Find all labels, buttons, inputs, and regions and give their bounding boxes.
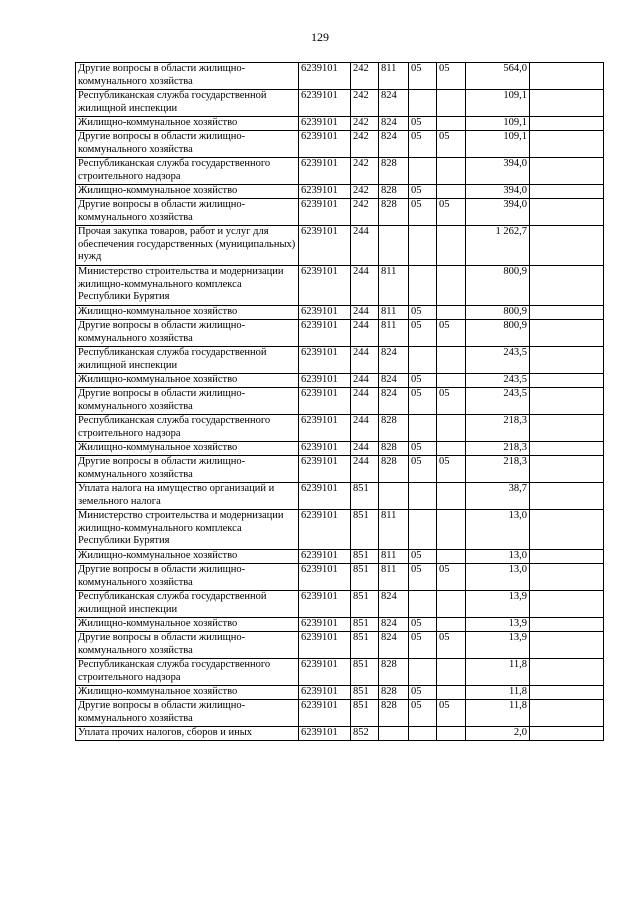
amount-cell: 1 262,7: [466, 226, 530, 266]
target-article-cell: 6239101: [299, 158, 351, 185]
amount-cell: 243,5: [466, 388, 530, 415]
empty-cell: [530, 415, 604, 442]
subsection-cell: [437, 483, 466, 510]
target-article-cell: 6239101: [299, 199, 351, 226]
subsection-cell: [437, 266, 466, 306]
row-name-cell: Другие вопросы в области жилищно-коммунального хозяйства: [76, 700, 299, 727]
row-name-cell: Другие вопросы в области жилищно-коммунального хозяйства: [76, 131, 299, 158]
section-cell: 05: [409, 117, 437, 131]
empty-cell: [530, 591, 604, 618]
administrator-cell: 811: [379, 320, 409, 347]
table-row: [76, 550, 604, 564]
expense-type-cell: 851: [351, 618, 379, 632]
subsection-cell: 05: [437, 564, 466, 591]
target-article-cell: 6239101: [299, 564, 351, 591]
section-cell: [409, 347, 437, 374]
amount-cell: 11,8: [466, 659, 530, 686]
expense-type-cell: 244: [351, 456, 379, 483]
amount-cell: 11,8: [466, 700, 530, 727]
empty-cell: [530, 510, 604, 550]
expense-type-cell: 242: [351, 158, 379, 185]
row-name-cell: Другие вопросы в области жилищно-коммунального хозяйства: [76, 456, 299, 483]
administrator-cell: 824: [379, 618, 409, 632]
expense-type-cell: 851: [351, 591, 379, 618]
section-cell: 05: [409, 564, 437, 591]
budget-table: [75, 62, 604, 741]
row-name-cell: Уплата налога на имущество организаций и земельного налога: [76, 483, 299, 510]
row-name-cell: Жилищно-коммунальное хозяйство: [76, 306, 299, 320]
target-article-cell: 6239101: [299, 185, 351, 199]
administrator-cell: 828: [379, 199, 409, 226]
empty-cell: [530, 117, 604, 131]
amount-cell: 109,1: [466, 90, 530, 117]
empty-cell: [530, 158, 604, 185]
row-name-cell: Республиканская служба государственного строительного надзора: [76, 158, 299, 185]
administrator-cell: [379, 483, 409, 510]
target-article-cell: 6239101: [299, 686, 351, 700]
row-name-cell: Жилищно-коммунальное хозяйство: [76, 550, 299, 564]
table-row: [76, 63, 604, 90]
table-row: [76, 727, 604, 741]
table-row: [76, 591, 604, 618]
expense-type-cell: 242: [351, 131, 379, 158]
amount-cell: 243,5: [466, 374, 530, 388]
table-row: [76, 618, 604, 632]
target-article-cell: 6239101: [299, 456, 351, 483]
administrator-cell: 811: [379, 564, 409, 591]
amount-cell: 13,9: [466, 618, 530, 632]
administrator-cell: 824: [379, 374, 409, 388]
row-name-cell: Жилищно-коммунальное хозяйство: [76, 442, 299, 456]
row-name-cell: Другие вопросы в области жилищно-коммунального хозяйства: [76, 388, 299, 415]
amount-cell: 13,0: [466, 564, 530, 591]
empty-cell: [530, 306, 604, 320]
section-cell: 05: [409, 199, 437, 226]
table-row: [76, 659, 604, 686]
administrator-cell: 828: [379, 415, 409, 442]
administrator-cell: [379, 226, 409, 266]
subsection-cell: 05: [437, 388, 466, 415]
subsection-cell: [437, 415, 466, 442]
administrator-cell: 828: [379, 158, 409, 185]
subsection-cell: [437, 510, 466, 550]
target-article-cell: 6239101: [299, 347, 351, 374]
table-row: [76, 388, 604, 415]
row-name-cell: Жилищно-коммунальное хозяйство: [76, 686, 299, 700]
expense-type-cell: 242: [351, 199, 379, 226]
target-article-cell: 6239101: [299, 632, 351, 659]
administrator-cell: 811: [379, 266, 409, 306]
target-article-cell: 6239101: [299, 320, 351, 347]
section-cell: [409, 415, 437, 442]
row-name-cell: Республиканская служба государственной жилищной инспекции: [76, 90, 299, 117]
row-name-cell: Республиканская служба государственного строительного надзора: [76, 659, 299, 686]
row-name-cell: Другие вопросы в области жилищно-коммунального хозяйства: [76, 632, 299, 659]
section-cell: [409, 727, 437, 741]
table-row: [76, 632, 604, 659]
subsection-cell: [437, 158, 466, 185]
amount-cell: 800,9: [466, 266, 530, 306]
target-article-cell: 6239101: [299, 618, 351, 632]
subsection-cell: [437, 659, 466, 686]
row-name-cell: Другие вопросы в области жилищно-коммунального хозяйства: [76, 199, 299, 226]
empty-cell: [530, 374, 604, 388]
row-name-cell: Министерство строительства и модернизации жилищно-коммунального комплекса Республики Бурятия: [76, 266, 299, 306]
expense-type-cell: 851: [351, 550, 379, 564]
table-row: [76, 266, 604, 306]
empty-cell: [530, 686, 604, 700]
empty-cell: [530, 564, 604, 591]
page-number: 129: [311, 30, 329, 44]
administrator-cell: 828: [379, 700, 409, 727]
empty-cell: [530, 388, 604, 415]
empty-cell: [530, 320, 604, 347]
empty-cell: [530, 266, 604, 306]
table-row: [76, 510, 604, 550]
amount-cell: 564,0: [466, 63, 530, 90]
empty-cell: [530, 659, 604, 686]
section-cell: 05: [409, 131, 437, 158]
administrator-cell: 828: [379, 185, 409, 199]
empty-cell: [530, 90, 604, 117]
table-row: [76, 90, 604, 117]
subsection-cell: [437, 185, 466, 199]
target-article-cell: 6239101: [299, 63, 351, 90]
subsection-cell: [437, 727, 466, 741]
amount-cell: 109,1: [466, 131, 530, 158]
section-cell: 05: [409, 388, 437, 415]
row-name-cell: Другие вопросы в области жилищно-коммунального хозяйства: [76, 564, 299, 591]
table-row: [76, 320, 604, 347]
subsection-cell: [437, 374, 466, 388]
empty-cell: [530, 550, 604, 564]
row-name-cell: Жилищно-коммунальное хозяйство: [76, 185, 299, 199]
administrator-cell: 824: [379, 90, 409, 117]
target-article-cell: 6239101: [299, 266, 351, 306]
amount-cell: 109,1: [466, 117, 530, 131]
table-row: [76, 483, 604, 510]
empty-cell: [530, 700, 604, 727]
table-row: [76, 415, 604, 442]
amount-cell: 394,0: [466, 199, 530, 226]
row-name-cell: Республиканская служба государственной жилищной инспекции: [76, 347, 299, 374]
section-cell: 05: [409, 306, 437, 320]
expense-type-cell: 244: [351, 415, 379, 442]
amount-cell: 218,3: [466, 415, 530, 442]
expense-type-cell: 242: [351, 185, 379, 199]
table-row: [76, 199, 604, 226]
empty-cell: [530, 618, 604, 632]
administrator-cell: 828: [379, 456, 409, 483]
subsection-cell: [437, 347, 466, 374]
subsection-cell: 05: [437, 456, 466, 483]
section-cell: [409, 659, 437, 686]
target-article-cell: 6239101: [299, 388, 351, 415]
row-name-cell: Другие вопросы в области жилищно-коммунального хозяйства: [76, 320, 299, 347]
section-cell: 05: [409, 456, 437, 483]
administrator-cell: 811: [379, 550, 409, 564]
table-row: [76, 700, 604, 727]
table-row: [76, 442, 604, 456]
subsection-cell: 05: [437, 131, 466, 158]
expense-type-cell: 244: [351, 374, 379, 388]
amount-cell: 800,9: [466, 320, 530, 347]
row-name-cell: Жилищно-коммунальное хозяйство: [76, 374, 299, 388]
administrator-cell: 811: [379, 510, 409, 550]
amount-cell: 13,0: [466, 550, 530, 564]
subsection-cell: [437, 442, 466, 456]
section-cell: 05: [409, 632, 437, 659]
table-row: [76, 347, 604, 374]
row-name-cell: Прочая закупка товаров, работ и услуг для обеспечения государственных (муниципальных) нужд: [76, 226, 299, 266]
target-article-cell: 6239101: [299, 131, 351, 158]
administrator-cell: 824: [379, 591, 409, 618]
administrator-cell: 828: [379, 659, 409, 686]
administrator-cell: 824: [379, 131, 409, 158]
section-cell: [409, 266, 437, 306]
administrator-cell: 811: [379, 306, 409, 320]
target-article-cell: 6239101: [299, 591, 351, 618]
amount-cell: 2,0: [466, 727, 530, 741]
amount-cell: 218,3: [466, 456, 530, 483]
subsection-cell: [437, 306, 466, 320]
expense-type-cell: 244: [351, 306, 379, 320]
expense-type-cell: 244: [351, 266, 379, 306]
section-cell: 05: [409, 686, 437, 700]
empty-cell: [530, 185, 604, 199]
target-article-cell: 6239101: [299, 117, 351, 131]
subsection-cell: 05: [437, 632, 466, 659]
target-article-cell: 6239101: [299, 90, 351, 117]
row-name-cell: Министерство строительства и модернизации жилищно-коммунального комплекса Республики Бурятия: [76, 510, 299, 550]
expense-type-cell: 244: [351, 442, 379, 456]
table-row: [76, 564, 604, 591]
empty-cell: [530, 63, 604, 90]
row-name-cell: Жилищно-коммунальное хозяйство: [76, 117, 299, 131]
empty-cell: [530, 347, 604, 374]
subsection-cell: 05: [437, 700, 466, 727]
amount-cell: 13,0: [466, 510, 530, 550]
amount-cell: 800,9: [466, 306, 530, 320]
administrator-cell: 811: [379, 63, 409, 90]
target-article-cell: 6239101: [299, 550, 351, 564]
amount-cell: 38,7: [466, 483, 530, 510]
subsection-cell: [437, 591, 466, 618]
administrator-cell: [379, 727, 409, 741]
row-name-cell: Республиканская служба государственной жилищной инспекции: [76, 591, 299, 618]
table-row: [76, 158, 604, 185]
subsection-cell: [437, 618, 466, 632]
section-cell: 05: [409, 700, 437, 727]
amount-cell: 13,9: [466, 632, 530, 659]
empty-cell: [530, 226, 604, 266]
section-cell: 05: [409, 320, 437, 347]
subsection-cell: 05: [437, 199, 466, 226]
expense-type-cell: 851: [351, 564, 379, 591]
section-cell: [409, 90, 437, 117]
expense-type-cell: 242: [351, 90, 379, 117]
amount-cell: 394,0: [466, 185, 530, 199]
amount-cell: 243,5: [466, 347, 530, 374]
table-row: [76, 306, 604, 320]
table-row: [76, 185, 604, 199]
amount-cell: 13,9: [466, 591, 530, 618]
section-cell: 05: [409, 618, 437, 632]
table-row: [76, 117, 604, 131]
section-cell: [409, 226, 437, 266]
expense-type-cell: 244: [351, 320, 379, 347]
empty-cell: [530, 632, 604, 659]
section-cell: 05: [409, 550, 437, 564]
target-article-cell: 6239101: [299, 226, 351, 266]
expense-type-cell: 244: [351, 347, 379, 374]
table-row: [76, 374, 604, 388]
expense-type-cell: 851: [351, 700, 379, 727]
amount-cell: 394,0: [466, 158, 530, 185]
expense-type-cell: 242: [351, 117, 379, 131]
empty-cell: [530, 483, 604, 510]
table-row: [76, 131, 604, 158]
amount-cell: 11,8: [466, 686, 530, 700]
subsection-cell: 05: [437, 63, 466, 90]
target-article-cell: 6239101: [299, 727, 351, 741]
section-cell: [409, 591, 437, 618]
administrator-cell: 824: [379, 388, 409, 415]
administrator-cell: 824: [379, 117, 409, 131]
row-name-cell: Другие вопросы в области жилищно-коммунального хозяйства: [76, 63, 299, 90]
subsection-cell: [437, 117, 466, 131]
table-row: [76, 456, 604, 483]
section-cell: [409, 158, 437, 185]
empty-cell: [530, 727, 604, 741]
empty-cell: [530, 199, 604, 226]
subsection-cell: [437, 686, 466, 700]
table-row: [76, 686, 604, 700]
target-article-cell: 6239101: [299, 700, 351, 727]
empty-cell: [530, 456, 604, 483]
subsection-cell: [437, 226, 466, 266]
row-name-cell: Жилищно-коммунальное хозяйство: [76, 618, 299, 632]
section-cell: [409, 510, 437, 550]
expense-type-cell: 244: [351, 226, 379, 266]
section-cell: 05: [409, 185, 437, 199]
administrator-cell: 828: [379, 442, 409, 456]
target-article-cell: 6239101: [299, 306, 351, 320]
section-cell: 05: [409, 63, 437, 90]
expense-type-cell: 851: [351, 510, 379, 550]
administrator-cell: 824: [379, 347, 409, 374]
empty-cell: [530, 442, 604, 456]
section-cell: 05: [409, 442, 437, 456]
expense-type-cell: 244: [351, 388, 379, 415]
empty-cell: [530, 131, 604, 158]
target-article-cell: 6239101: [299, 374, 351, 388]
expense-type-cell: 851: [351, 686, 379, 700]
administrator-cell: 828: [379, 686, 409, 700]
amount-cell: 218,3: [466, 442, 530, 456]
expense-type-cell: 242: [351, 63, 379, 90]
target-article-cell: 6239101: [299, 483, 351, 510]
expense-type-cell: 852: [351, 727, 379, 741]
subsection-cell: 05: [437, 320, 466, 347]
table-row: [76, 226, 604, 266]
section-cell: 05: [409, 374, 437, 388]
expense-type-cell: 851: [351, 659, 379, 686]
expense-type-cell: 851: [351, 483, 379, 510]
target-article-cell: 6239101: [299, 415, 351, 442]
row-name-cell: Уплата прочих налогов, сборов и иных: [76, 727, 299, 741]
target-article-cell: 6239101: [299, 510, 351, 550]
target-article-cell: 6239101: [299, 442, 351, 456]
target-article-cell: 6239101: [299, 659, 351, 686]
expense-type-cell: 851: [351, 632, 379, 659]
section-cell: [409, 483, 437, 510]
subsection-cell: [437, 90, 466, 117]
subsection-cell: [437, 550, 466, 564]
row-name-cell: Республиканская служба государственного строительного надзора: [76, 415, 299, 442]
administrator-cell: 824: [379, 632, 409, 659]
